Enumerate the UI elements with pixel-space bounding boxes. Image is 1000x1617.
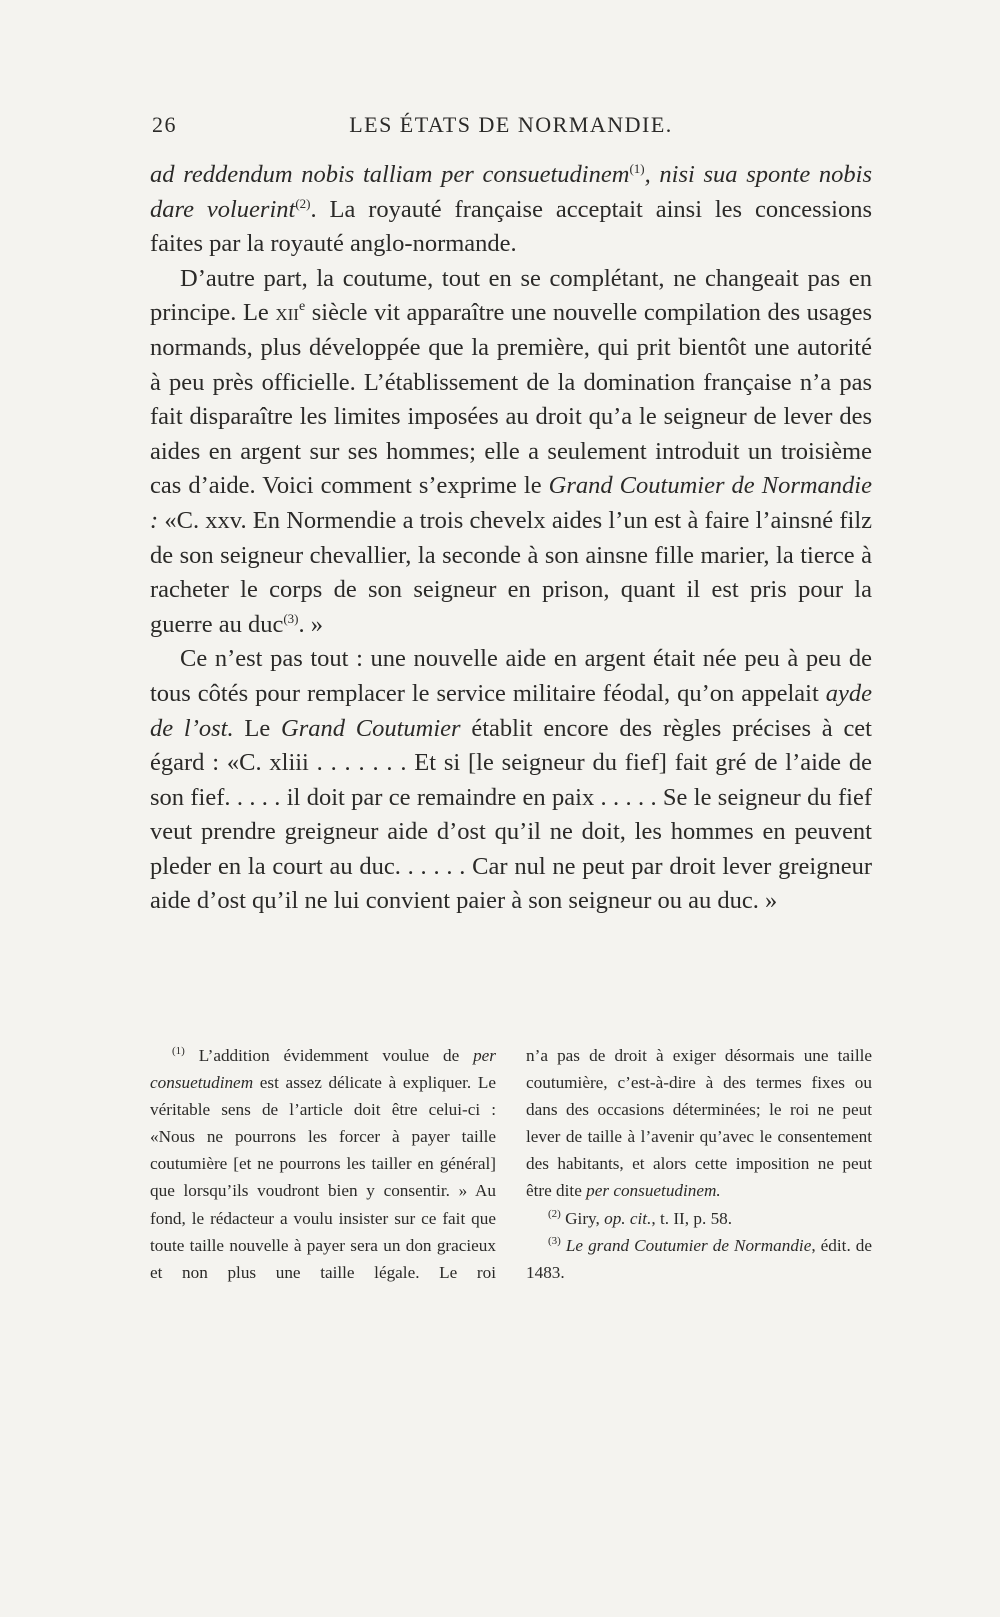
footnote-1-continued — [526, 1042, 872, 1205]
paragraph-2-text-b: siècle vit apparaître une nouvelle compilation des usages normands, plus développée que la première, qui prit bientôt une autorité à peu près officielle. L’établissement de la domination française n’a pas fait disparaître les limites imposées au droit qu’a le seigneur de lever des aides en argent sur ses hommes; elle a seulement introduit un troisième cas d’aide. Voici comment s’exprime le — [150, 299, 872, 500]
footnote-3-italic: Le grand Coutumier de Normandie — [560, 1235, 812, 1255]
paragraph-2-text-a: D’autre part, la coutume, tout en se complétant, ne changeait pas en principe. Le — [150, 264, 872, 327]
footnote-ref-3[interactable]: (3) — [283, 610, 299, 626]
footnote-3 — [526, 1232, 872, 1286]
footnote-1-text-c: n’a pas de droit à exiger désormais une taille coutumière, c’est-à-dire à des termes fixes ou dans des occasions déterminées; le roi ne peut lever de taille à l’avenir qu’avec le consentement des habitants, et alors cette imposition ne peut être dite — [526, 1046, 872, 1201]
running-title: LES ÉTATS DE NORMANDIE. — [349, 112, 673, 137]
paragraph-2-text-c: «C. xxv. En Normendie a trois chevelx aides l’un est à faire l’ainsné filz de son seigneur chevallier, la seconde à son ainsne fille marier, la tierce à racheter le corps de son seigneur en prison, quant il est pris pour la guerre au duc — [150, 506, 872, 638]
footnote-2-mark: (2) — [548, 1207, 561, 1220]
century-numeral: xii — [275, 299, 299, 327]
footnote-2-italic: op. cit. — [604, 1208, 652, 1228]
footnotes-column-right — [526, 1042, 872, 1286]
paragraph-1 — [150, 158, 872, 262]
footnotes — [150, 1042, 872, 1286]
paragraph-2 — [150, 262, 872, 643]
footnote-ref-2[interactable]: (2) — [295, 195, 311, 211]
footnote-3-mark: (3) — [548, 1234, 561, 1247]
footnote-1-text-a: L’addition évidemment voulue de — [184, 1046, 474, 1065]
paragraph-1-text: . La royauté française acceptait ainsi les concessions faites par la royauté anglo-normande. — [150, 195, 872, 258]
century-suffix: e — [298, 299, 306, 315]
page-number: 26 — [152, 112, 177, 137]
term-ayde-de-lost: ayde de l’ost. — [150, 679, 872, 742]
paragraph-3-text-b: Le — [233, 714, 281, 742]
footnote-2 — [526, 1205, 872, 1232]
book-title: Grand Coutumier de Normandie : — [150, 472, 872, 534]
paragraph-2-text-d: . » — [298, 610, 323, 638]
running-head — [150, 112, 872, 146]
footnote-3-text: , édit. de 1483. — [526, 1235, 872, 1282]
footnote-1 — [150, 1042, 496, 1286]
footnote-1-mark: (1) — [172, 1045, 185, 1057]
footnote-1-italic-a: per consuetudinem — [150, 1046, 496, 1093]
footnote-1-italic-b: per consuetudinem. — [586, 1181, 721, 1201]
book-title-short: Grand Coutumier — [281, 714, 461, 742]
paragraph-3-text-c: établit encore des règles précises à cet égard : «C. xliii . . . . . . . Et si [le seigneur du fief] fait gré de l’aide de son fief. . . . . il doit par ce remaindre en paix . . . . . Se le seigneur du fief veut prendre greigneur aide d’ost qu’il ne doit, les hommes en peuvent pleder en la court au duc. . . . . . Car nul ne peut par droit lever greigneur aide d’ost qu’il ne lui convient paier à son seigneur ou au duc. » — [150, 714, 872, 915]
footnote-2-text-b: , t. II, p. 58. — [651, 1208, 733, 1228]
latin-quote: ad reddendum nobis talliam per consuetudinem — [150, 161, 630, 188]
body-text — [150, 158, 872, 919]
footnotes-column-left — [150, 1042, 496, 1286]
paragraph-3-text-a: Ce n’est pas tout : une nouvelle aide en argent était née peu à peu de tous côtés pour remplacer le service militaire féodal, qu’on appelait — [150, 645, 872, 707]
footnote-ref-1[interactable]: (1) — [629, 161, 645, 176]
footnote-1-text-b: est assez délicate à expliquer. Le véritable sens de l’article doit être celui-ci : «Nous ne pourrons les forcer à payer taille coutumière [et ne pourrons les tailler en général] que lorsqu’ils voudront bien y consentir. » Au fond, le rédacteur a voulu insister sur ce fait que toute taille nouvelle à payer sera un don gracieux et non plus une taille légale. Le roi — [150, 1073, 496, 1282]
footnote-2-text-a: Giry, — [560, 1208, 605, 1228]
latin-quote-cont: , nisi sua sponte nobis dare voluerint — [150, 161, 873, 223]
paragraph-3 — [150, 642, 872, 919]
